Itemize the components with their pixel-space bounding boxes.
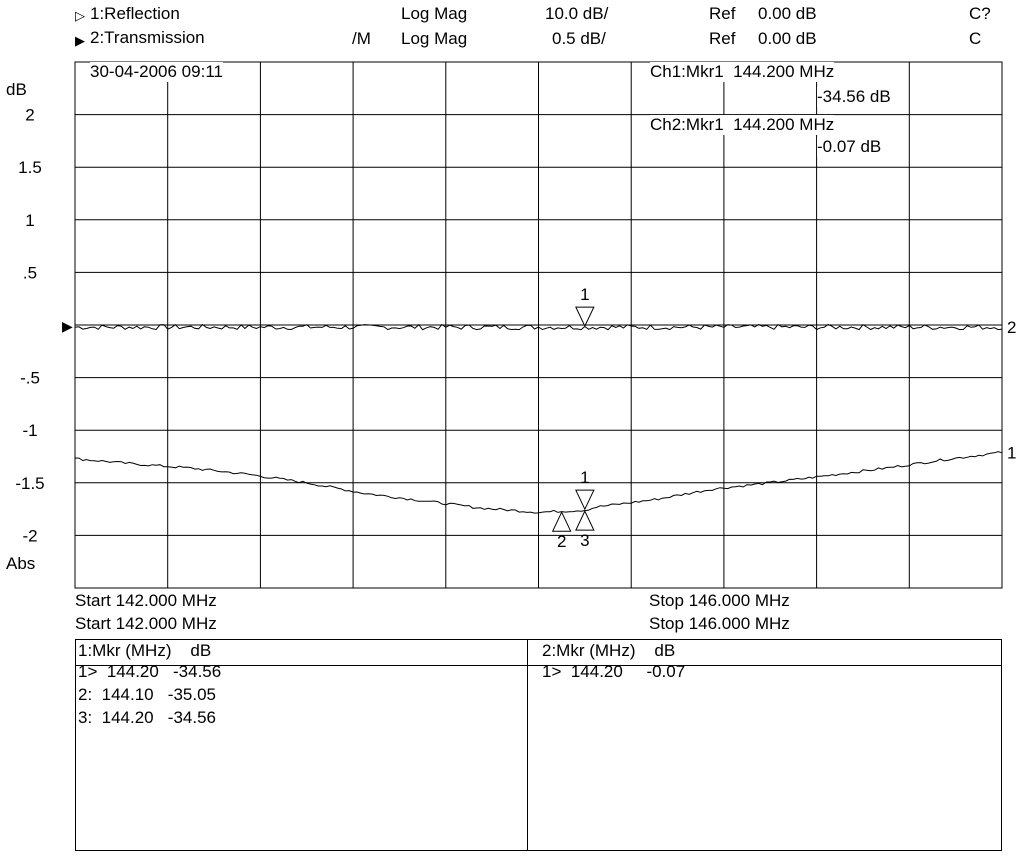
marker-label: 1 — [580, 468, 590, 488]
ch1-scale[interactable]: 10.0 dB/ — [545, 4, 609, 23]
y-tick-label: 1 — [25, 210, 35, 230]
table-row: 3: 144.20 -34.56 — [78, 708, 216, 727]
y-tick-label: -1.5 — [15, 473, 45, 493]
ch2-ref-label: Ref — [709, 29, 736, 48]
marker-label: 2 — [556, 532, 567, 552]
y-unit-bottom: Abs — [6, 554, 36, 573]
ch2-status: C — [969, 29, 982, 48]
ch1-status: C? — [969, 4, 991, 23]
y-tick-label: -1 — [22, 421, 38, 441]
timestamp: 30-04-2006 09:11 — [90, 62, 223, 81]
trace-end-label: 2 — [1007, 318, 1017, 338]
ch1-marker-readout-freq: Ch1:Mkr1 144.200 MHz — [650, 62, 835, 81]
marker-1-ch1-icon — [576, 490, 594, 509]
ch1-marker-icon: ▷ — [75, 8, 85, 23]
marker-label: 1 — [580, 285, 590, 305]
ch1-marker-readout-value: -34.56 dB — [817, 87, 891, 106]
ch2-mode: /M — [352, 29, 371, 48]
marker-label: 3 — [580, 531, 590, 551]
ch2-marker-icon: ▶ — [75, 33, 85, 48]
ch2-marker-readout-value: -0.07 dB — [817, 137, 882, 156]
stop-frequency-ch2[interactable]: Stop 146.000 MHz — [649, 614, 790, 633]
ch1-format[interactable]: Log Mag — [401, 4, 468, 23]
y-tick-label: .5 — [22, 263, 38, 283]
trace-end-label: 1 — [1007, 443, 1017, 463]
marker-table-ch1-header: 1:Mkr (MHz) dB — [78, 641, 212, 660]
y-tick-label: 2 — [25, 105, 35, 125]
marker-table-ch2 — [527, 639, 1002, 851]
ch2-format[interactable]: Log Mag — [401, 29, 468, 48]
table-row: 2: 144.10 -35.05 — [78, 685, 216, 704]
table-row: 1> 144.20 -0.07 — [542, 662, 686, 681]
ch2-scale[interactable]: 0.5 dB/ — [552, 29, 606, 48]
ch1-label[interactable]: 1:Reflection — [90, 4, 180, 23]
start-frequency-ch1[interactable]: Start 142.000 MHz — [75, 591, 217, 610]
y-tick-label: 1.5 — [18, 158, 42, 178]
marker-table-ch2-header: 2:Mkr (MHz) dB — [542, 641, 676, 660]
ch2-marker-readout-freq: Ch2:Mkr1 144.200 MHz — [650, 115, 835, 134]
y-tick-label: -.5 — [20, 368, 40, 388]
stop-frequency-ch1[interactable]: Stop 146.000 MHz — [649, 591, 790, 610]
reference-arrow-icon: ▶ — [62, 318, 73, 334]
y-tick-label: -2 — [22, 526, 38, 546]
marker-1-ch2-icon — [576, 307, 594, 326]
start-frequency-ch2[interactable]: Start 142.000 MHz — [75, 614, 217, 633]
marker-3-ch1-icon — [576, 511, 594, 530]
table-row: 1> 144.20 -34.56 — [78, 662, 222, 681]
marker-2-ch1-icon — [553, 512, 571, 531]
ch2-label[interactable]: 2:Transmission — [90, 28, 205, 47]
y-unit-top: dB — [6, 80, 27, 99]
ch1-ref-value[interactable]: 0.00 dB — [758, 4, 817, 23]
ch2-ref-value[interactable]: 0.00 dB — [758, 29, 817, 48]
marker-table-ch1 — [75, 639, 528, 851]
ch1-ref-label: Ref — [709, 4, 736, 23]
